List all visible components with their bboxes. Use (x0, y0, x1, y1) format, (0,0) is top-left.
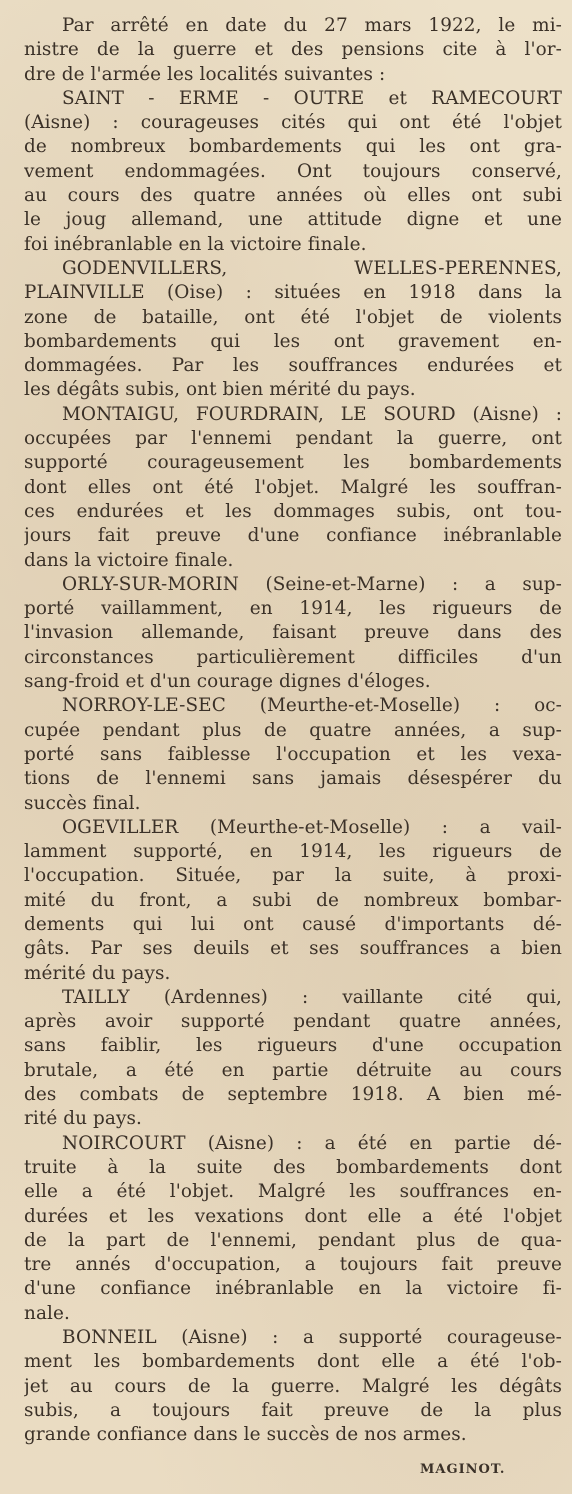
text-line: vement endommagées. Ont toujours conservé, (24, 160, 562, 182)
text-line: au cours des quatre années où elles ont subi (24, 185, 562, 207)
text-line: grande confiance dans le succès de nos armes. (24, 1424, 467, 1446)
text-line: gâts. Par ses deuils et ses souffrances a bien (24, 938, 562, 960)
text-line: sang-froid et d'un courage dignes d'éloges. (24, 671, 431, 693)
signature: MAGINOT. (420, 1462, 506, 1477)
text-line: mité du front, a subi de nombreux bombar- (24, 889, 562, 911)
text-line: dans la victoire finale. (24, 549, 234, 571)
text-line: tre annés d'occupation, a toujours fait preuve (24, 1254, 562, 1276)
text-line: cupée pendant plus de quatre années, a sup- (24, 719, 562, 741)
text-line: jours fait preuve d'une confiance inébranlable (24, 525, 562, 547)
text-line: ces endurées et les dommages subis, ont tou- (24, 500, 562, 522)
text-line: supporté courageusement les bombardements (24, 452, 562, 474)
text-line: subis, a toujours fait preuve de la plus (24, 1399, 562, 1421)
text-line: d'une confiance inébranlable en la victoire fi- (24, 1278, 562, 1300)
text-line: occupées par l'ennemi pendant la guerre, ont (24, 428, 562, 450)
text-line: (Aisne) : courageuses cités qui ont été l'objet (24, 112, 562, 134)
text-line: le joug allemand, une attitude digne et une (24, 209, 562, 231)
text-line: tions de l'ennemi sans jamais désespérer du (24, 768, 562, 790)
text-line: dommagées. Par les souffrances endurées et (24, 355, 562, 377)
text-line: dre de l'armée les localités suivantes : (24, 63, 386, 85)
text-line: porté sans faiblesse l'occupation et les vexa- (24, 743, 562, 765)
text-line: foi inébranlable en la victoire finale. (24, 233, 367, 255)
text-line: truite à la suite des bombardements dont (24, 1156, 562, 1178)
text-line: GODENVILLERS, WELLES-PERENNES, (62, 257, 562, 279)
text-line: sans faiblir, les rigueurs d'une occupation (24, 1035, 562, 1057)
text-line: jet au cours de la guerre. Malgré les dégâts (24, 1375, 562, 1397)
text-line: dements qui lui ont causé d'importants dé- (24, 913, 562, 935)
text-line: Par arrêté en date du 27 mars 1922, le mi- (62, 15, 562, 36)
text-line: lamment supporté, en 1914, les rigueurs de (24, 841, 562, 863)
text-line: circonstances particulièrement difficiles d'un (24, 646, 562, 668)
text-line: rité du pays. (24, 1108, 142, 1130)
text-line: PLAINVILLE (Oise) : situées en 1918 dans la (24, 282, 562, 304)
citation-text (24, 14, 562, 1448)
text-line: ment les bombardements dont elle a été l'ob- (24, 1351, 562, 1373)
text-line: MONTAIGU, FOURDRAIN, LE SOURD (Aisne) : (62, 403, 562, 425)
text-line: mérité du pays. (24, 962, 171, 984)
text-line: BONNEIL (Aisne) : a supporté courageuse- (62, 1327, 562, 1349)
text-line: de la part de l'ennemi, pendant plus de qua- (24, 1229, 562, 1251)
text-line: nale. (24, 1302, 70, 1324)
text-line: l'invasion allemande, faisant preuve dans des (24, 622, 562, 644)
text-line: les dégâts subis, ont bien mérité du pays. (24, 379, 416, 401)
text-line: nistre de la guerre et des pensions cite à l'or- (24, 39, 562, 61)
text-line: bombardements qui les ont gravement en- (24, 330, 562, 352)
text-line: brutale, a été en partie détruite au cours (24, 1059, 562, 1081)
text-line: SAINT - ERME - OUTRE et RAMECOURT (62, 87, 562, 109)
text-line: ORLY-SUR-MORIN (Seine-et-Marne) : a sup- (62, 573, 562, 595)
text-line: durées et les vexations dont elle a été l'objet (24, 1205, 562, 1227)
text-line: elle a été l'objet. Malgré les souffrances en- (24, 1181, 562, 1203)
text-line: de nombreux bombardements qui les ont gra- (24, 136, 562, 158)
text-line: TAILLY (Ardennes) : vaillante cité qui, (62, 986, 562, 1008)
text-line: l'occupation. Située, par la suite, à proxi- (24, 865, 562, 887)
text-line: porté vaillamment, en 1914, les rigueurs de (24, 598, 562, 620)
text-line: des combats de septembre 1918. A bien mé- (24, 1084, 562, 1106)
text-line: NOIRCOURT (Aisne) : a été en partie dé- (62, 1132, 562, 1154)
text-line: OGEVILLER (Meurthe-et-Moselle) : a vail- (62, 816, 562, 838)
text-line: dont elles ont été l'objet. Malgré les souffran- (24, 476, 562, 498)
text-line: après avoir supporté pendant quatre années, (24, 1011, 562, 1033)
text-line: zone de bataille, ont été l'objet de violents (24, 306, 562, 328)
text-line: succès final. (24, 792, 141, 814)
text-line: NORROY-LE-SEC (Meurthe-et-Moselle) : oc- (62, 695, 562, 717)
